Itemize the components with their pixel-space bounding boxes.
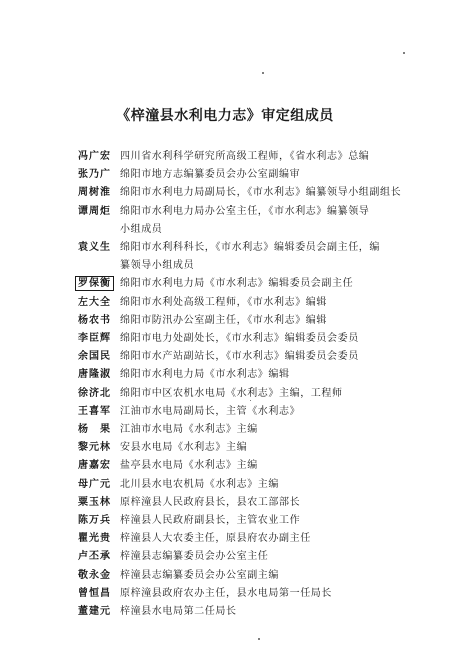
member-description: 江油市水电局《水利志》主编: [120, 424, 258, 436]
member-name-text: 张乃广: [78, 169, 111, 181]
member-description: 北川县水电农机局《水利志》主编: [120, 478, 279, 490]
member-entry: [78, 567, 408, 585]
member-entry: [78, 548, 408, 566]
member-name: [78, 421, 120, 439]
member-entry: [78, 348, 408, 366]
member-name-text: 周树淮: [78, 187, 111, 199]
member-description: 盐亭县水电局《水利志》主编: [120, 460, 258, 472]
member-name-text: 杨 果: [78, 424, 111, 436]
member-entry: [78, 421, 408, 439]
member-entry: [78, 494, 408, 512]
member-entry: [78, 457, 408, 475]
member-description: 绵阳市地方志编纂委员会办公室副编审: [120, 169, 301, 181]
member-name-text: 王喜军: [78, 405, 111, 417]
member-name-text: 袁义生: [78, 242, 111, 254]
member-description: 绵阳市水利电力局办公室主任，《市水利志》编纂领导 小组成员: [120, 205, 370, 235]
member-name-text: 瞿光贵: [78, 533, 111, 545]
member-name-text: 罗保衡: [75, 276, 114, 291]
member-entry: [78, 239, 408, 275]
member-name: [78, 203, 120, 239]
member-name: [78, 585, 120, 603]
member-description: 绵阳市中区农机水电局《水利志》主编，工程师: [120, 387, 343, 399]
member-name: [78, 312, 120, 330]
member-name: [78, 166, 120, 184]
member-description: 绵阳市水利电力局副局长，《市水利志》编纂领导小组副组长: [120, 187, 402, 199]
member-description: 梓潼县水电局第二任局长: [120, 606, 237, 618]
member-name-text: 李臣辉: [78, 333, 111, 345]
member-description: 梓潼县志编纂委员会办公室主任: [120, 551, 269, 563]
member-name-text: 曾恒昌: [78, 587, 111, 599]
member-entry: [78, 184, 408, 202]
member-name-text: 陈万兵: [78, 515, 111, 527]
member-name-text: 徐济北: [78, 387, 111, 399]
member-description: 绵阳市水利电力局《市水利志》编辑: [120, 369, 290, 381]
member-name-text: 敬永金: [78, 569, 111, 581]
member-entry: [78, 585, 408, 603]
member-description: 绵阳市防汛办公室副主任，《市水利志》编辑: [120, 314, 327, 326]
member-name-text: 左大全: [78, 296, 111, 308]
member-description: 绵阳市水产站副站长，《市水利志》编辑委员会委员: [120, 351, 359, 363]
member-name-text: 董建元: [78, 606, 111, 618]
member-name: [78, 439, 120, 457]
member-name: [78, 385, 120, 403]
member-description: 绵阳市电力处副处长，《市水利志》编辑委员会委员: [120, 333, 359, 345]
member-entry: [78, 330, 408, 348]
member-name-text: 唐隆淑: [78, 369, 111, 381]
scan-speck: [403, 52, 405, 54]
member-entry: [78, 166, 408, 184]
member-entry: [78, 366, 408, 384]
member-description: 绵阳市水利处高级工程师，《市水利志》编辑: [120, 296, 327, 308]
member-name: [78, 548, 120, 566]
member-name: [78, 403, 120, 421]
member-entry: [78, 476, 408, 494]
member-name-text: 黎元林: [78, 442, 111, 454]
member-entry: [78, 294, 408, 312]
member-name-text: 母广元: [78, 478, 111, 490]
member-name: [78, 184, 120, 202]
member-name: [78, 457, 120, 475]
member-name-text: 粟玉林: [78, 496, 111, 508]
member-name: [78, 530, 120, 548]
member-description: 安县水电局《水利志》主编: [120, 442, 248, 454]
member-description: 四川省水利科学研究所高级工程师，《省水利志》总编: [120, 151, 370, 162]
member-name: [78, 603, 120, 621]
member-description: 绵阳市水利电力局《市水利志》编辑委员会副主任: [120, 278, 354, 290]
member-name-text: 唐嘉宏: [78, 460, 111, 472]
member-entry: [78, 403, 408, 421]
member-name: [78, 275, 120, 293]
member-description: 梓潼县志编纂委员会办公室副主编: [120, 569, 279, 581]
member-description: 梓潼县人大农委主任，原县府农办副主任: [120, 533, 311, 545]
member-entry: [78, 385, 408, 403]
member-name-text: 谭周炬: [78, 205, 111, 217]
member-name-text: 冯广宏: [78, 151, 111, 162]
member-name: [78, 476, 120, 494]
member-entry: [78, 148, 408, 166]
member-entry: [78, 512, 408, 530]
member-description: 原梓潼县政府农办主任，县水电局第一任局长: [120, 587, 332, 599]
member-list: [78, 148, 408, 621]
member-name: [78, 294, 120, 312]
member-description: 江油市水电局副局长，主管《水利志》: [120, 405, 301, 417]
member-name: [78, 366, 120, 384]
member-entry: [78, 439, 408, 457]
member-name: [78, 348, 120, 366]
member-name-text: 余国民: [78, 351, 111, 363]
member-name-text: 杨农书: [78, 314, 111, 326]
member-name: [78, 148, 120, 166]
page-title: 《梓潼县水利电力志》审定组成员: [116, 108, 334, 124]
member-entry: [78, 275, 408, 293]
scan-speck: [258, 638, 260, 640]
member-name: [78, 330, 120, 348]
member-entry: [78, 603, 408, 621]
scan-speck: [262, 72, 264, 74]
member-description: 绵阳市水利科科长，《市水利志》编辑委员会副主任，编 纂领导小组成员: [120, 242, 380, 272]
member-description: 梓潼县人民政府副县长，主管农业工作: [120, 515, 301, 527]
member-description: 原梓潼县人民政府县长，县农工部部长: [120, 496, 301, 508]
member-name: [78, 494, 120, 512]
member-name: [78, 239, 120, 275]
member-name-text: 卢丕承: [78, 551, 111, 563]
member-entry: [78, 312, 408, 330]
member-name: [78, 512, 120, 530]
member-entry: [78, 203, 408, 239]
member-name: [78, 567, 120, 585]
member-entry: [78, 530, 408, 548]
